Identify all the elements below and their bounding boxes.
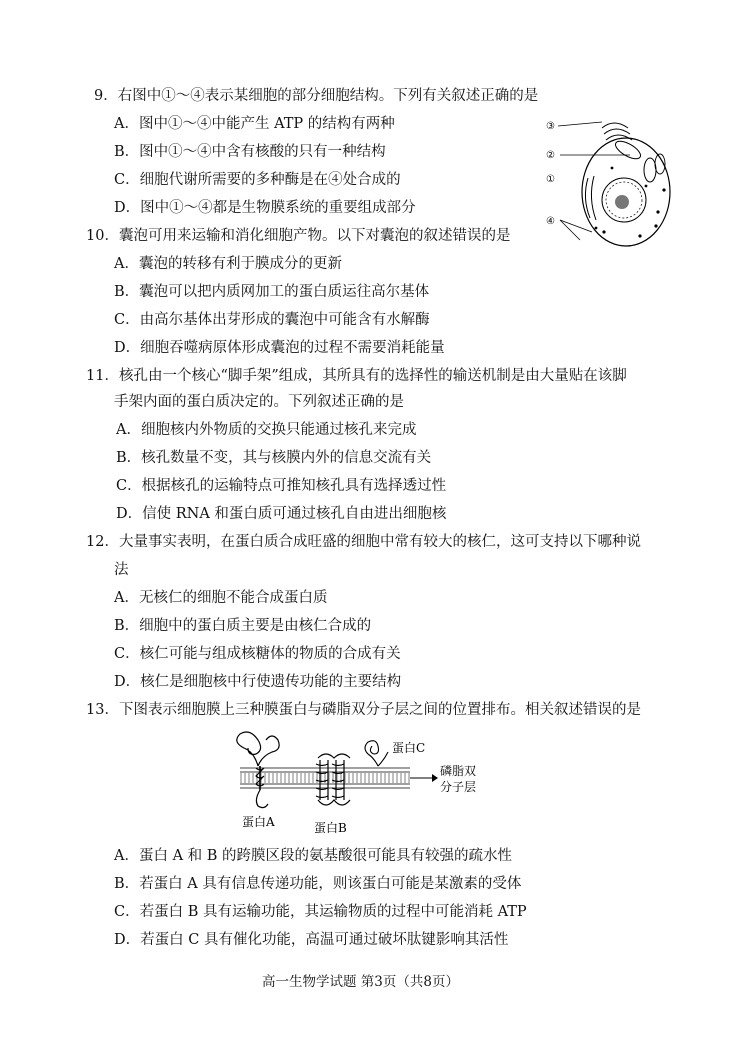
label-protein-c: 蛋白C	[392, 741, 426, 755]
membrane-protein-figure	[232, 728, 492, 838]
q10-stem: 10．囊泡可用来运输和消化细胞产物。以下对囊泡的叙述错误的是	[86, 228, 511, 244]
label-protein-b: 蛋白B	[314, 821, 347, 835]
q13-stem: 13．下图表示细胞膜上三种膜蛋白与磷脂双分子层之间的位置排布。相关叙述错误的是	[86, 702, 641, 718]
cell-label-4: ④	[546, 216, 555, 227]
label-bilayer-1: 磷脂双	[440, 764, 477, 778]
q13-option-b: B．若蛋白 A 具有信息传递功能，则该蛋白可能是某激素的受体	[114, 876, 522, 892]
q11-stem-line1: 11．核孔由一个核心“脚手架”组成，其所具有的选择性的输送机制是由大量贴在该脚	[86, 368, 627, 384]
q13-option-c: C．若蛋白 B 具有运输功能，其运输物质的过程中可能消耗 ATP	[114, 904, 527, 920]
q10-option-c: C．由高尔基体出芽形成的囊泡中可能含有水解酶	[114, 312, 430, 328]
q12-stem-line1: 12．大量事实表明，在蛋白质合成旺盛的细胞中常有较大的核仁，这可支持以下哪种说	[86, 534, 641, 550]
cell-label-1: ①	[546, 174, 555, 185]
q9-option-b: B．图中①～④中含有核酸的只有一种结构	[114, 144, 386, 160]
q9-stem: 9．右图中①～④表示某细胞的部分细胞结构。下列有关叙述正确的是	[94, 88, 539, 104]
q11-stem-line2: 手架内面的蛋白质决定的。下列叙述正确的是	[114, 394, 404, 410]
q12-option-c: C．核仁可能与组成核糖体的物质的合成有关	[114, 646, 401, 662]
q10-option-b: B．囊泡可以把内质网加工的蛋白质运往高尔基体	[114, 284, 430, 300]
q9-option-a: A．图中①～④中能产生 ATP 的结构有两种	[114, 116, 395, 132]
label-bilayer-2: 分子层	[440, 780, 477, 794]
q13-option-a: A．蛋白 A 和 B 的跨膜区段的氨基酸很可能具有较强的疏水性	[114, 848, 513, 864]
q11-option-a: A．细胞核内外物质的交换只能通过核孔来完成	[116, 422, 417, 438]
page-footer: 高一生物学试题 第3页（共8页）	[262, 974, 459, 990]
q11-option-c: C．根据核孔的运输特点可推知核孔具有选择透过性	[116, 478, 447, 494]
cell-label-2: ②	[546, 150, 555, 161]
q9-option-d: D．图中①～④都是生物膜系统的重要组成部分	[114, 200, 416, 216]
q12-option-b: B．细胞中的蛋白质主要是由核仁合成的	[114, 618, 372, 634]
q12-stem-line2: 法	[114, 562, 129, 578]
q10-option-d: D．细胞吞噬病原体形成囊泡的过程不需要消耗能量	[114, 340, 445, 356]
q11-option-d: D．信使 RNA 和蛋白质可通过核孔自由进出细胞核	[116, 506, 447, 522]
q11-option-b: B．核孔数量不变，其与核膜内外的信息交流有关	[116, 450, 432, 466]
q10-option-a: A．囊泡的转移有利于膜成分的更新	[114, 256, 342, 272]
cell-label-3: ③	[546, 121, 555, 132]
q12-option-a: A．无核仁的细胞不能合成蛋白质	[114, 590, 328, 606]
cell-structure-figure	[540, 108, 675, 248]
q9-option-c: C．细胞代谢所需要的多种酶是在④处合成的	[114, 172, 401, 188]
label-protein-a: 蛋白A	[242, 815, 275, 829]
q13-option-d: D．若蛋白 C 具有催化功能，高温可通过破坏肽键影响其活性	[114, 932, 509, 948]
q12-option-d: D．核仁是细胞核中行使遗传功能的主要结构	[114, 674, 402, 690]
